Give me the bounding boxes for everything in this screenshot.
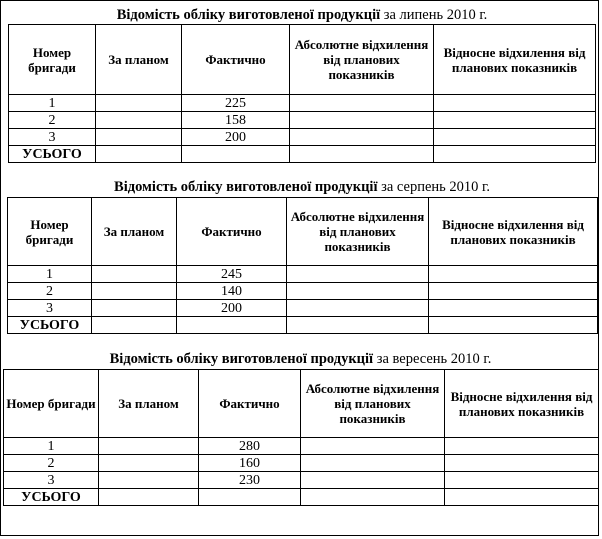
header-plan: За планом (96, 25, 182, 95)
table-title (3, 350, 598, 368)
cell-brigade: 2 (9, 112, 96, 129)
cell-plan (99, 472, 199, 489)
cell-abs-deviation (301, 489, 445, 506)
header-fact: Фактично (177, 198, 287, 266)
cell-abs-deviation (287, 300, 429, 317)
cell-plan (99, 455, 199, 472)
table-title-bold: Відомість обліку виготовленої продукції (114, 179, 378, 195)
cell-rel-deviation (434, 146, 596, 163)
cell-fact: 158 (182, 112, 290, 129)
cell-fact (182, 146, 290, 163)
table-title (7, 178, 597, 196)
cell-brigade: 1 (4, 438, 99, 455)
cell-brigade: 2 (4, 455, 99, 472)
cell-plan (96, 112, 182, 129)
report-table (3, 369, 599, 506)
cell-fact: 160 (199, 455, 301, 472)
cell-brigade: 3 (4, 472, 99, 489)
total-label: УСЬОГО (9, 146, 96, 163)
cell-rel-deviation (429, 300, 598, 317)
header-abs-deviation: Абсолютне відхилення від планових показників (290, 25, 434, 95)
cell-rel-deviation (434, 95, 596, 112)
cell-fact: 225 (182, 95, 290, 112)
table-row (9, 112, 596, 129)
table-title-bold: Відомість обліку виготовленої продукції (109, 351, 374, 367)
cell-brigade: 3 (9, 129, 96, 146)
cell-abs-deviation (301, 472, 445, 489)
cell-abs-deviation (287, 283, 429, 300)
header-brigade: Номер бригади (8, 198, 92, 266)
cell-rel-deviation (434, 112, 596, 129)
report-table (7, 197, 598, 334)
cell-brigade: 1 (8, 266, 92, 283)
cell-brigade: 2 (8, 283, 92, 300)
cell-plan (96, 129, 182, 146)
cell-abs-deviation (287, 266, 429, 283)
cell-rel-deviation (445, 455, 599, 472)
table-row (8, 266, 598, 283)
cell-rel-deviation (445, 472, 599, 489)
report-block-july (8, 6, 596, 166)
total-row (8, 317, 598, 334)
cell-fact: 200 (177, 300, 287, 317)
header-plan: За планом (92, 198, 177, 266)
header-brigade: Номер бригади (9, 25, 96, 95)
cell-abs-deviation (290, 146, 434, 163)
cell-plan (96, 146, 182, 163)
header-rel-deviation: Відносне відхилення від планових показників (434, 25, 596, 95)
table-title-period: за вересень 2010 г. (373, 351, 492, 367)
total-row (4, 489, 599, 506)
cell-fact: 230 (199, 472, 301, 489)
header-abs-deviation: Абсолютне відхилення від планових показників (287, 198, 429, 266)
cell-fact: 280 (199, 438, 301, 455)
total-label: УСЬОГО (8, 317, 92, 334)
cell-rel-deviation (429, 283, 598, 300)
report-block-august (7, 178, 597, 340)
cell-plan (92, 300, 177, 317)
header-abs-deviation: Абсолютне відхилення від планових показників (301, 370, 445, 438)
cell-plan (92, 317, 177, 334)
cell-plan (96, 95, 182, 112)
report-table (8, 24, 596, 163)
cell-abs-deviation (290, 112, 434, 129)
cell-fact: 245 (177, 266, 287, 283)
cell-plan (99, 438, 199, 455)
table-row (9, 129, 596, 146)
table-row (8, 283, 598, 300)
cell-plan (92, 283, 177, 300)
cell-plan (92, 266, 177, 283)
table-row (4, 455, 599, 472)
total-row (9, 146, 596, 163)
cell-abs-deviation (290, 95, 434, 112)
cell-rel-deviation (445, 489, 599, 506)
table-title-period: за серпень 2010 г. (377, 179, 490, 195)
cell-brigade: 3 (8, 300, 92, 317)
table-row (4, 472, 599, 489)
header-fact: Фактично (199, 370, 301, 438)
cell-fact: 200 (182, 129, 290, 146)
cell-fact (199, 489, 301, 506)
cell-plan (99, 489, 199, 506)
cell-fact (177, 317, 287, 334)
total-label: УСЬОГО (4, 489, 99, 506)
header-rel-deviation: Відносне відхилення від планових показників (445, 370, 599, 438)
cell-rel-deviation (429, 266, 598, 283)
cell-abs-deviation (290, 129, 434, 146)
cell-abs-deviation (287, 317, 429, 334)
table-row (4, 438, 599, 455)
cell-rel-deviation (434, 129, 596, 146)
header-brigade: Номер бригади (4, 370, 99, 438)
header-fact: Фактично (182, 25, 290, 95)
header-plan: За планом (99, 370, 199, 438)
table-title-period: за липень 2010 г. (380, 7, 488, 23)
table-title-bold: Відомість обліку виготовленої продукції (116, 7, 381, 23)
cell-abs-deviation (301, 455, 445, 472)
cell-abs-deviation (301, 438, 445, 455)
report-block-september (3, 350, 598, 512)
table-row (8, 300, 598, 317)
cell-rel-deviation (445, 438, 599, 455)
cell-brigade: 1 (9, 95, 96, 112)
cell-fact: 140 (177, 283, 287, 300)
table-row (9, 95, 596, 112)
header-rel-deviation: Відносне відхилення від планових показників (429, 198, 598, 266)
table-title (8, 6, 596, 24)
cell-rel-deviation (429, 317, 598, 334)
